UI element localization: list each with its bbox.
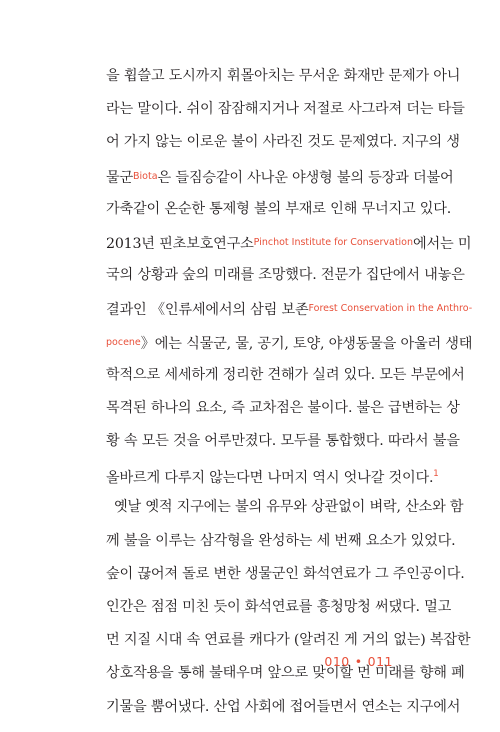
line-text: 황 속 모든 것을 어루만졌다. 모두를 통합했다. 따라서 불을 — [106, 433, 460, 450]
text-line — [106, 259, 465, 292]
original-term-gloss: Forest Conservation in the Anthro- — [308, 303, 473, 315]
text-line — [106, 193, 452, 226]
line-text: 먼 지질 시대 속 연료를 캐다가 (알려진 게 거의 없는) 복잡한 — [106, 632, 471, 649]
original-term-gloss: Pinchot Institute for Conservation — [253, 236, 414, 248]
original-term-gloss: pocene — [106, 336, 141, 348]
page-number — [324, 654, 393, 669]
text-line — [106, 392, 460, 425]
text-line — [106, 326, 473, 359]
line-text: 국의 상황과 숲의 미래를 조망했다. 전문가 집단에서 내놓은 — [106, 267, 465, 284]
line-text: 2013년 핀초보호연구소 — [106, 235, 254, 252]
line-text: 기물을 뿜어냈다. 산업 사회에 접어들면서 연소는 지구에서 — [106, 698, 461, 715]
line-text: 라는 말이다. 쉬이 잠잠해지거나 저절로 사그라져 더는 타들 — [106, 101, 465, 118]
text-line — [106, 558, 465, 591]
text-line — [106, 226, 472, 259]
text-line — [106, 160, 454, 193]
line-text: 물군 — [106, 169, 134, 186]
text-line — [106, 691, 461, 724]
line-text: 학적으로 세세하게 정리한 견해가 실려 있다. 모든 부문에서 — [106, 366, 465, 383]
text-line — [106, 491, 464, 524]
text-line — [106, 624, 471, 657]
page-number-right: 011 — [367, 654, 393, 669]
line-text: 을 휩쓸고 도시까지 휘몰아치는 무서운 화재만 문제가 아니 — [106, 68, 461, 84]
line-text: 올바르게 다루지 않는다면 나머지 역시 엇나갈 것이다. — [106, 470, 434, 487]
line-text: 숲이 끊어져 돌로 변한 생물군인 화석연료가 그 주인공이다. — [106, 565, 465, 582]
original-term-gloss: Biota — [133, 170, 158, 182]
page-number-separator: • — [354, 654, 363, 669]
line-text-continued: 》에는 식물군, 물, 공기, 토양, 야생동물을 아울러 생태 — [140, 335, 473, 352]
text-line — [106, 425, 460, 458]
text-line — [106, 126, 460, 159]
line-text: 인간은 점점 미친 듯이 화석연료를 흥청망청 써댔다. 멀고 — [106, 599, 452, 615]
text-line — [106, 458, 439, 491]
line-text: 상호작용을 통해 불태우며 앞으로 맞이할 먼 미래를 향해 폐 — [106, 665, 465, 682]
page-number-left: 010 — [324, 654, 350, 669]
line-text: 어 가지 않는 이로운 불이 사라진 것도 문제였다. 지구의 생 — [106, 134, 460, 151]
line-text: 께 불을 이루는 삼각형을 완성하는 세 번째 요소가 있었다. — [106, 532, 456, 549]
text-line — [106, 292, 473, 325]
text-line — [106, 525, 456, 558]
text-line — [106, 359, 465, 392]
line-text: 목격된 하나의 요소, 즉 교차점은 불이다. 불은 급변하는 상 — [106, 399, 460, 416]
text-line — [106, 93, 465, 126]
body-text — [106, 60, 473, 724]
line-text-continued: 은 들짐승같이 사나운 야생형 불의 등장과 더불어 — [157, 169, 454, 186]
footnote-marker[interactable]: 1 — [433, 469, 439, 480]
line-text: 가축같이 온순한 통제형 불의 부재로 인해 무너지고 있다. — [106, 200, 452, 217]
line-text: 결과인 《인류세에서의 삼림 보존 — [106, 302, 309, 319]
line-text-continued: 에서는 미 — [413, 235, 472, 252]
text-line — [106, 591, 452, 624]
text-line — [106, 60, 461, 93]
line-text: 옛날 옛적 지구에는 불의 유무와 상관없이 벼락, 산소와 함 — [114, 499, 464, 516]
